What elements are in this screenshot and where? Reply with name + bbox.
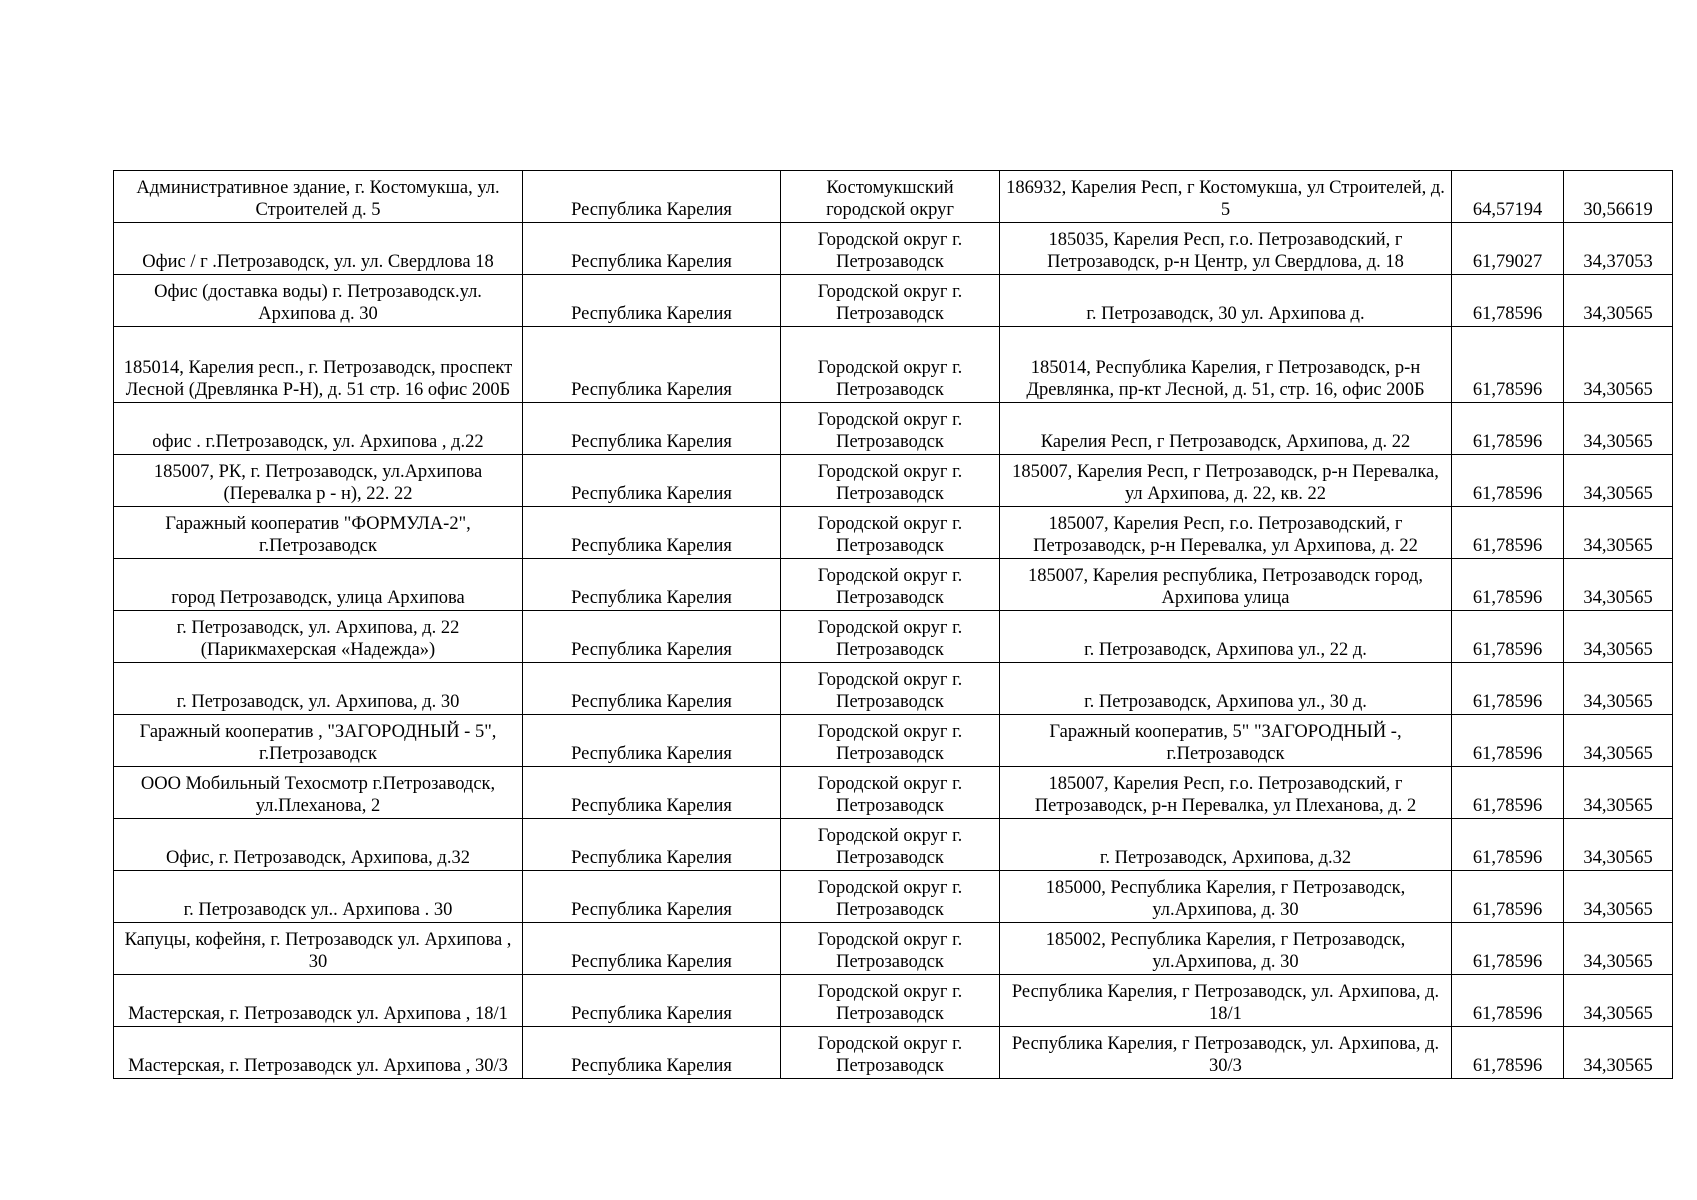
- longitude-cell: 34,30565: [1564, 715, 1673, 767]
- longitude-cell: 34,30565: [1564, 975, 1673, 1027]
- address-cell: 185014, Республика Карелия, г Петрозаводск, р-н Древлянка, пр-кт Лесной, д. 51, стр. 16, офис 200Б: [1000, 327, 1452, 403]
- table-row: [114, 715, 1673, 767]
- address-registry-table: [113, 170, 1673, 1079]
- address-cell: Республика Карелия, г Петрозаводск, ул. Архипова, д. 18/1: [1000, 975, 1452, 1027]
- latitude-cell: 61,78596: [1452, 327, 1564, 403]
- table-row: [114, 559, 1673, 611]
- table-row: [114, 507, 1673, 559]
- longitude-cell: 34,30565: [1564, 507, 1673, 559]
- region-cell: Республика Карелия: [523, 171, 781, 223]
- address-cell: 185007, Карелия Респ, г.о. Петрозаводский, г Петрозаводск, р-н Перевалка, ул Архипова, д. 22: [1000, 507, 1452, 559]
- region-cell: Республика Карелия: [523, 507, 781, 559]
- region-cell: Республика Карелия: [523, 819, 781, 871]
- object-name-cell: Гаражный кооператив , "ЗАГОРОДНЫЙ - 5", г.Петрозаводск: [114, 715, 523, 767]
- longitude-cell: 34,30565: [1564, 559, 1673, 611]
- district-cell: Городской округ г. Петрозаводск: [781, 975, 1000, 1027]
- object-name-cell: г. Петрозаводск ул.. Архипова . 30: [114, 871, 523, 923]
- longitude-cell: 34,30565: [1564, 923, 1673, 975]
- region-cell: Республика Карелия: [523, 275, 781, 327]
- address-cell: 185007, Карелия Респ, г.о. Петрозаводский, г Петрозаводск, р-н Перевалка, ул Плеханова, д. 2: [1000, 767, 1452, 819]
- region-cell: Республика Карелия: [523, 871, 781, 923]
- district-cell: Городской округ г. Петрозаводск: [781, 819, 1000, 871]
- district-cell: Городской округ г. Петрозаводск: [781, 611, 1000, 663]
- latitude-cell: 61,78596: [1452, 923, 1564, 975]
- object-name-cell: г. Петрозаводск, ул. Архипова, д. 22 (Парикмахерская «Надежда»): [114, 611, 523, 663]
- longitude-cell: 30,56619: [1564, 171, 1673, 223]
- district-cell: Городской округ г. Петрозаводск: [781, 223, 1000, 275]
- district-cell: Городской округ г. Петрозаводск: [781, 923, 1000, 975]
- latitude-cell: 61,78596: [1452, 559, 1564, 611]
- latitude-cell: 61,78596: [1452, 403, 1564, 455]
- latitude-cell: 61,78596: [1452, 975, 1564, 1027]
- latitude-cell: 61,78596: [1452, 507, 1564, 559]
- address-cell: 185007, Карелия республика, Петрозаводск город, Архипова улица: [1000, 559, 1452, 611]
- latitude-cell: 61,78596: [1452, 275, 1564, 327]
- table-row: [114, 819, 1673, 871]
- region-cell: Республика Карелия: [523, 715, 781, 767]
- table-row: [114, 1027, 1673, 1079]
- longitude-cell: 34,30565: [1564, 767, 1673, 819]
- object-name-cell: Гаражный кооператив "ФОРМУЛА-2", г.Петрозаводск: [114, 507, 523, 559]
- table-row: [114, 327, 1673, 403]
- longitude-cell: 34,30565: [1564, 819, 1673, 871]
- object-name-cell: город Петрозаводск, улица Архипова: [114, 559, 523, 611]
- longitude-cell: 34,30565: [1564, 871, 1673, 923]
- registry-table-body: [114, 171, 1673, 1079]
- latitude-cell: 61,78596: [1452, 715, 1564, 767]
- region-cell: Республика Карелия: [523, 1027, 781, 1079]
- address-cell: 186932, Карелия Респ, г Костомукша, ул Строителей, д. 5: [1000, 171, 1452, 223]
- table-row: [114, 871, 1673, 923]
- object-name-cell: Мастерская, г. Петрозаводск ул. Архипова , 30/3: [114, 1027, 523, 1079]
- address-cell: 185007, Карелия Респ, г Петрозаводск, р-н Перевалка, ул Архипова, д. 22, кв. 22: [1000, 455, 1452, 507]
- table-row: [114, 923, 1673, 975]
- district-cell: Городской округ г. Петрозаводск: [781, 715, 1000, 767]
- district-cell: Городской округ г. Петрозаводск: [781, 1027, 1000, 1079]
- region-cell: Республика Карелия: [523, 559, 781, 611]
- district-cell: Городской округ г. Петрозаводск: [781, 455, 1000, 507]
- object-name-cell: Офис (доставка воды) г. Петрозаводск.ул. Архипова д. 30: [114, 275, 523, 327]
- district-cell: Костомукшский городской округ: [781, 171, 1000, 223]
- address-cell: 185000, Республика Карелия, г Петрозаводск, ул.Архипова, д. 30: [1000, 871, 1452, 923]
- address-cell: 185002, Республика Карелия, г Петрозаводск, ул.Архипова, д. 30: [1000, 923, 1452, 975]
- district-cell: Городской округ г. Петрозаводск: [781, 327, 1000, 403]
- object-name-cell: Офис / г .Петрозаводск, ул. ул. Свердлова 18: [114, 223, 523, 275]
- object-name-cell: ООО Мобильный Техосмотр г.Петрозаводск, ул.Плеханова, 2: [114, 767, 523, 819]
- object-name-cell: Мастерская, г. Петрозаводск ул. Архипова , 18/1: [114, 975, 523, 1027]
- region-cell: Республика Карелия: [523, 403, 781, 455]
- district-cell: Городской округ г. Петрозаводск: [781, 871, 1000, 923]
- table-row: [114, 663, 1673, 715]
- longitude-cell: 34,30565: [1564, 611, 1673, 663]
- object-name-cell: 185014, Карелия респ., г. Петрозаводск, проспект Лесной (Древлянка Р-Н), д. 51 стр. 16 офис 200Б: [114, 327, 523, 403]
- table-row: [114, 455, 1673, 507]
- latitude-cell: 61,78596: [1452, 767, 1564, 819]
- longitude-cell: 34,37053: [1564, 223, 1673, 275]
- latitude-cell: 61,79027: [1452, 223, 1564, 275]
- region-cell: Республика Карелия: [523, 455, 781, 507]
- table-row: [114, 767, 1673, 819]
- object-name-cell: Офис, г. Петрозаводск, Архипова, д.32: [114, 819, 523, 871]
- district-cell: Городской округ г. Петрозаводск: [781, 275, 1000, 327]
- table-row: [114, 275, 1673, 327]
- latitude-cell: 61,78596: [1452, 871, 1564, 923]
- longitude-cell: 34,30565: [1564, 275, 1673, 327]
- longitude-cell: 34,30565: [1564, 663, 1673, 715]
- district-cell: Городской округ г. Петрозаводск: [781, 559, 1000, 611]
- table-row: [114, 611, 1673, 663]
- table-row: [114, 975, 1673, 1027]
- table-row: [114, 223, 1673, 275]
- region-cell: Республика Карелия: [523, 611, 781, 663]
- latitude-cell: 61,78596: [1452, 819, 1564, 871]
- region-cell: Республика Карелия: [523, 923, 781, 975]
- latitude-cell: 61,78596: [1452, 1027, 1564, 1079]
- address-cell: г. Петрозаводск, Архипова ул., 30 д.: [1000, 663, 1452, 715]
- region-cell: Республика Карелия: [523, 327, 781, 403]
- address-cell: Гаражный кооператив, 5" "ЗАГОРОДНЫЙ -, г.Петрозаводск: [1000, 715, 1452, 767]
- object-name-cell: офис . г.Петрозаводск, ул. Архипова , д.22: [114, 403, 523, 455]
- longitude-cell: 34,30565: [1564, 403, 1673, 455]
- longitude-cell: 34,30565: [1564, 327, 1673, 403]
- table-row: [114, 171, 1673, 223]
- region-cell: Республика Карелия: [523, 663, 781, 715]
- region-cell: Республика Карелия: [523, 767, 781, 819]
- object-name-cell: 185007, РК, г. Петрозаводск, ул.Архипова (Перевалка р - н), 22. 22: [114, 455, 523, 507]
- address-cell: Республика Карелия, г Петрозаводск, ул. Архипова, д. 30/3: [1000, 1027, 1452, 1079]
- district-cell: Городской округ г. Петрозаводск: [781, 767, 1000, 819]
- address-cell: Карелия Респ, г Петрозаводск, Архипова, д. 22: [1000, 403, 1452, 455]
- table-row: [114, 403, 1673, 455]
- object-name-cell: Административное здание, г. Костомукша, ул. Строителей д. 5: [114, 171, 523, 223]
- region-cell: Республика Карелия: [523, 223, 781, 275]
- district-cell: Городской округ г. Петрозаводск: [781, 507, 1000, 559]
- latitude-cell: 61,78596: [1452, 455, 1564, 507]
- latitude-cell: 61,78596: [1452, 663, 1564, 715]
- district-cell: Городской округ г. Петрозаводск: [781, 663, 1000, 715]
- longitude-cell: 34,30565: [1564, 1027, 1673, 1079]
- object-name-cell: Капуцы, кофейня, г. Петрозаводск ул. Архипова , 30: [114, 923, 523, 975]
- longitude-cell: 34,30565: [1564, 455, 1673, 507]
- district-cell: Городской округ г. Петрозаводск: [781, 403, 1000, 455]
- address-cell: 185035, Карелия Респ, г.о. Петрозаводский, г Петрозаводск, р-н Центр, ул Свердлова, д. 18: [1000, 223, 1452, 275]
- address-cell: г. Петрозаводск, 30 ул. Архипова д.: [1000, 275, 1452, 327]
- region-cell: Республика Карелия: [523, 975, 781, 1027]
- object-name-cell: г. Петрозаводск, ул. Архипова, д. 30: [114, 663, 523, 715]
- address-cell: г. Петрозаводск, Архипова ул., 22 д.: [1000, 611, 1452, 663]
- address-cell: г. Петрозаводск, Архипова, д.32: [1000, 819, 1452, 871]
- latitude-cell: 61,78596: [1452, 611, 1564, 663]
- latitude-cell: 64,57194: [1452, 171, 1564, 223]
